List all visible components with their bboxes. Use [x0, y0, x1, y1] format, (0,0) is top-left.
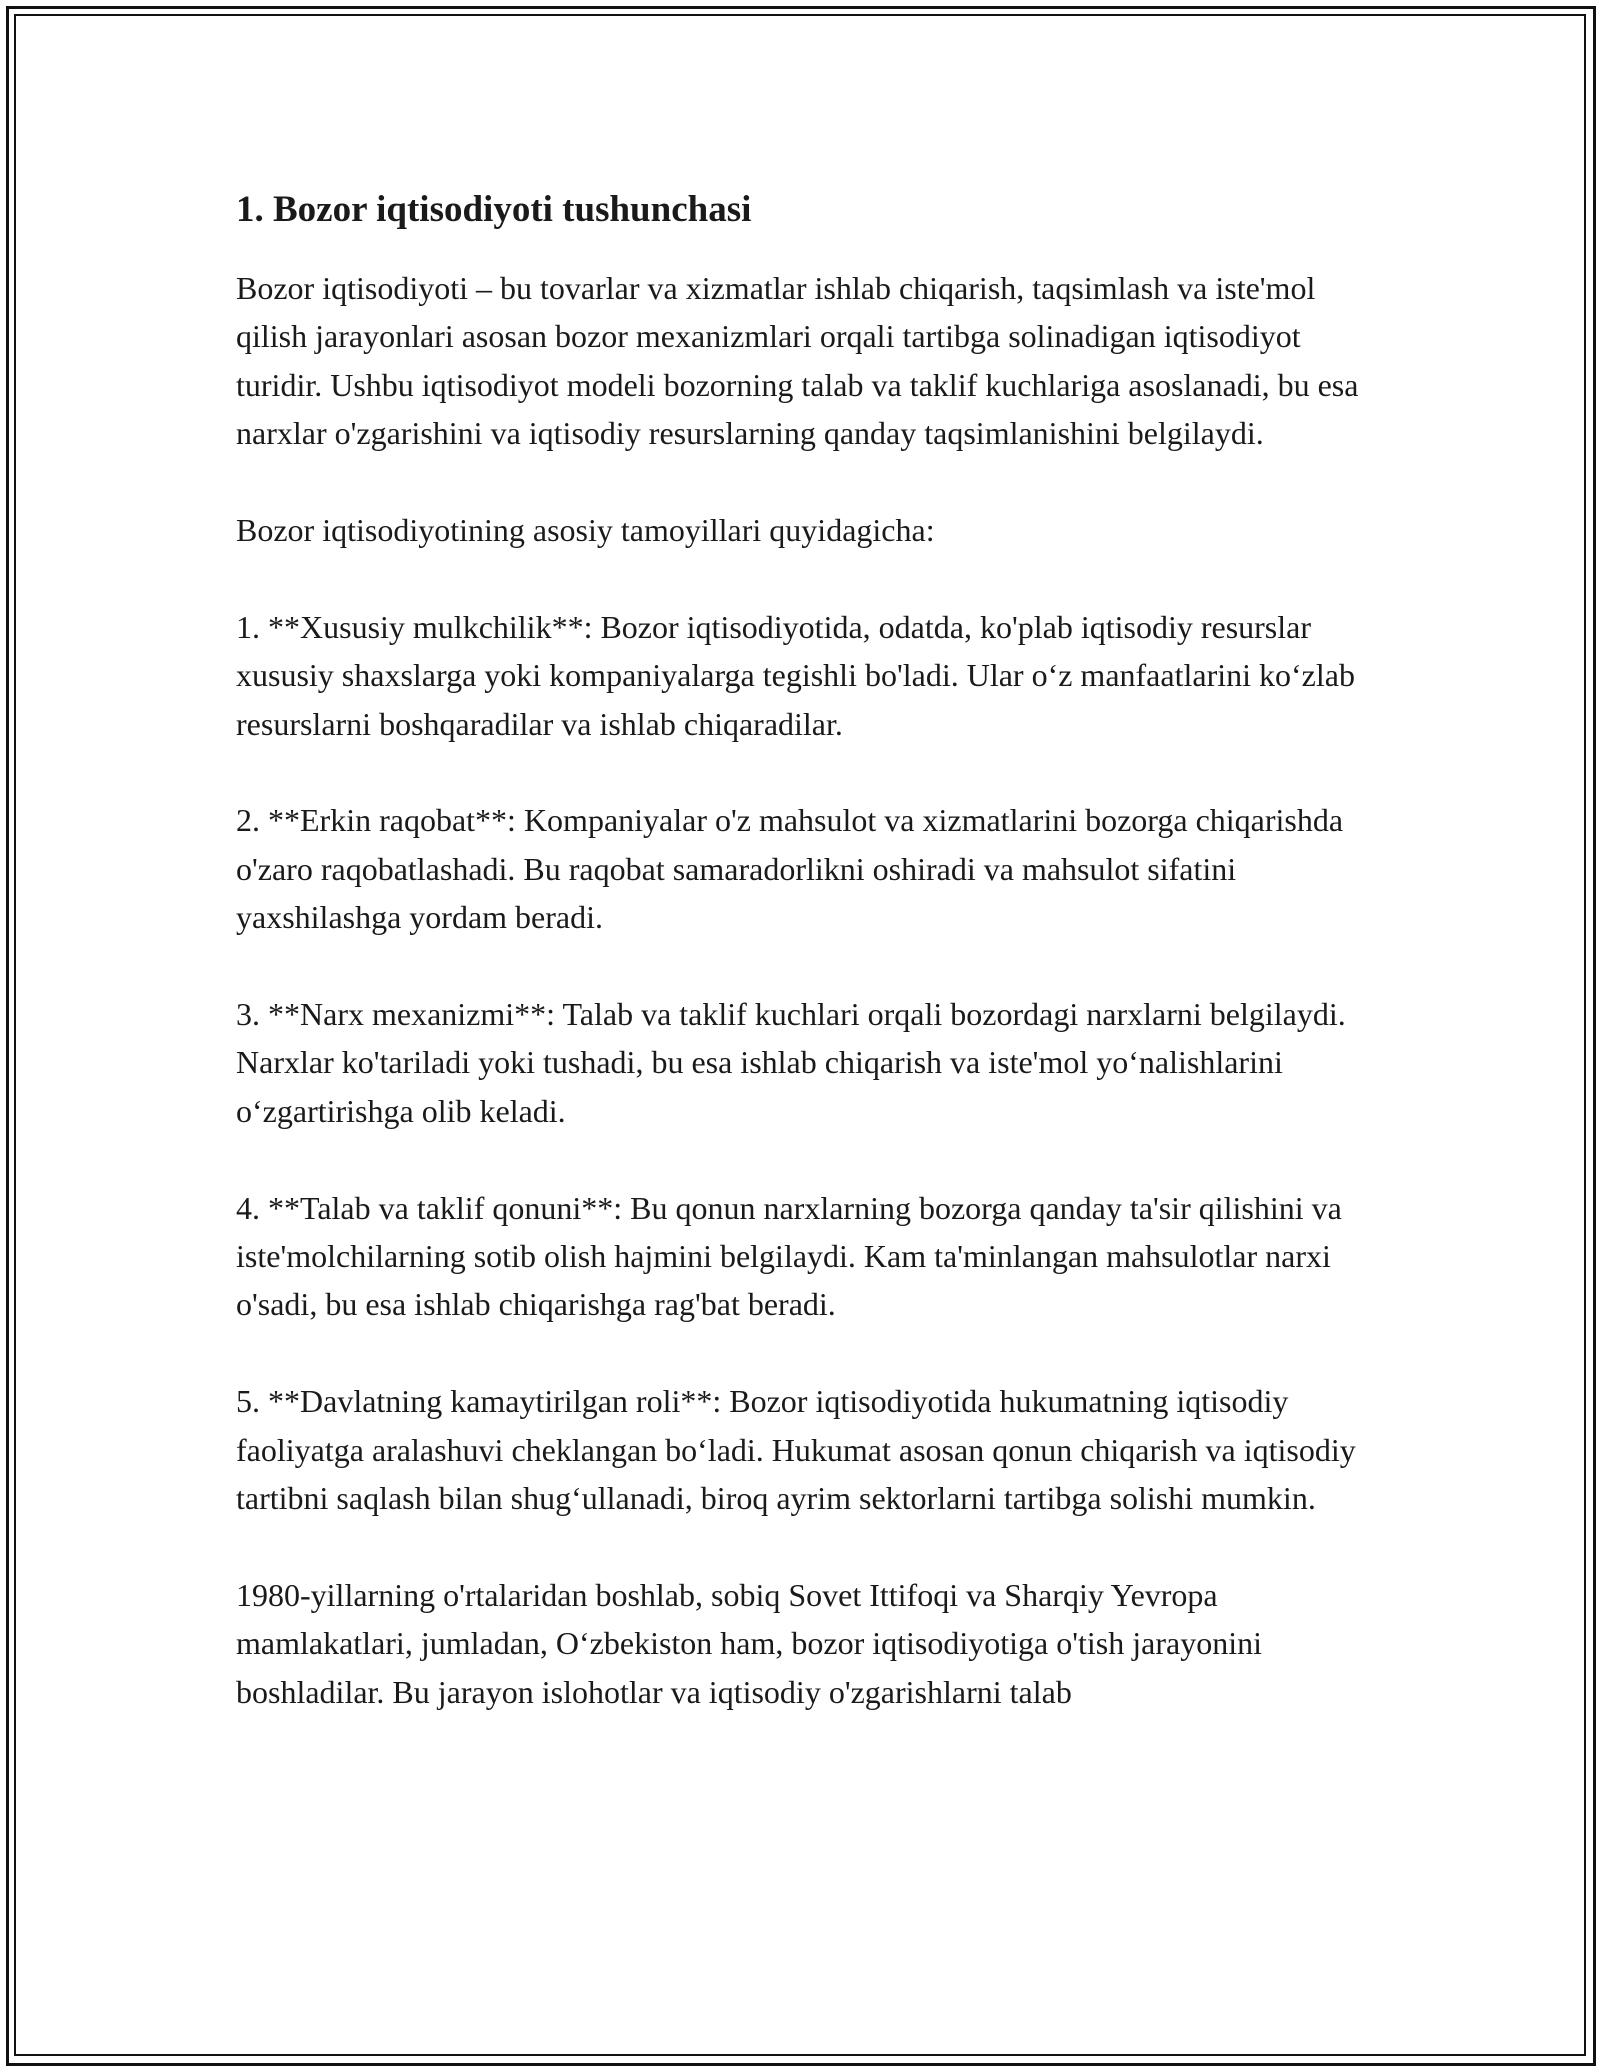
paragraph-principles-heading: Bozor iqtisodiyotining asosiy tamoyillari quyidagicha: [236, 512, 935, 549]
paragraph-private-property: 1. **Xususiy mulkchilik**: Bozor iqtisodiyotida, odatda, ko'plab iqtisodiy resurslar xususiy shaxslarga yoki kompaniyalarga tegishli bo'ladi. Ular o‘z manfaatlarini ko‘zlab resurslarni boshqaradilar va ishlab chiqaradilar. [236, 608, 1355, 742]
paragraph-free-competition: 2. **Erkin raqobat**: Kompaniyalar o'z mahsulot va xizmatlarini bozorga chiqarishda o'zaro raqobatlashadi. Bu raqobat samaradorlikni oshiradi va mahsulot sifatini yaxshilashga yordam beradi. [236, 802, 1344, 936]
paragraph-intro: Bozor iqtisodiyoti – bu tovarlar va xizmatlar ishlab chiqarish, taqsimlash va iste'mol qilish jarayonlari asosan bozor mexanizmlari orqali tartibga solinadigan iqtisodiyot turidir. Ushbu iqtisodiyot modeli bozorning talab va taklif kuchlariga asoslanadi, bu esa narxlar o'zgarishini va iqtisodiy resurslarning qanday taqsimlanishini belgilaydi. [236, 270, 1359, 452]
document-body [236, 186, 1386, 1764]
paragraph-price-mechanism: 3. **Narx mexanizmi**: Talab va taklif kuchlari orqali bozordagi narxlarni belgilaydi. Narxlar ko'tariladi yoki tushadi, bu esa ishlab chiqarish va iste'mol yo‘nalishlarini o‘zgartirishga olib keladi. [236, 996, 1346, 1129]
paragraph-supply-demand-law: 4. **Talab va taklif qonuni**: Bu qonun narxlarning bozorga qanday ta'sir qilishini va iste'molchilarning sotib olish hajmini belgilaydi. Kam ta'minlangan mahsulotlar narxi o'sadi, bu esa ishlab chiqarishga rag'bat beradi. [236, 1189, 1342, 1323]
document-title: 1. Bozor iqtisodiyoti tushunchasi [236, 189, 752, 230]
paragraph-transition: 1980-yillarning o'rtalaridan boshlab, sobiq Sovet Ittifoqi va Sharqiy Yevropa mamlakatlari, jumladan, O‘zbekiston ham, bozor iqtisodiyotiga o'tish jarayonini boshladilar. Bu jarayon islohotlar va iqtisodiy o'zgarishlarni talab [236, 1576, 1262, 1710]
paragraph-state-role: 5. **Davlatning kamaytirilgan roli**: Bozor iqtisodiyotida hukumatning iqtisodiy faoliyatga aralashuvi cheklangan bo‘ladi. Hukumat asosan qonun chiqarish va iqtisodiy tartibni saqlash bilan shug‘ullanadi, biroq ayrim sektorlarni tartibga solishi mumkin. [236, 1383, 1356, 1517]
